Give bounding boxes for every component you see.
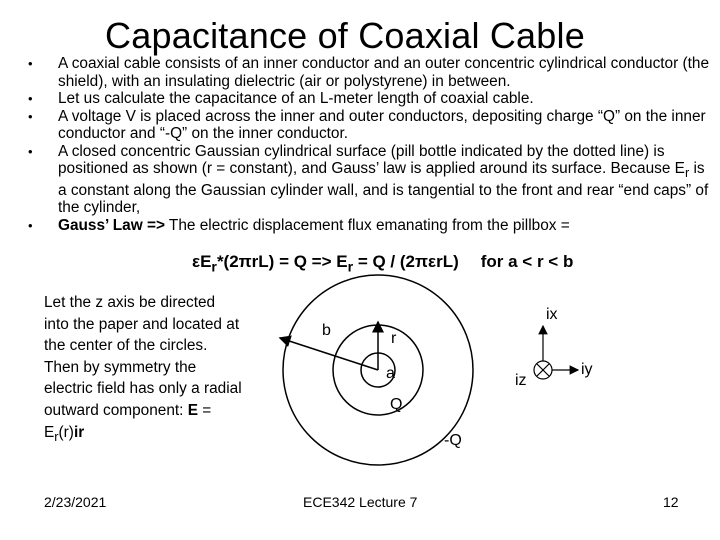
label-iz: iz	[515, 372, 527, 389]
label-charge-neg-q: -Q	[444, 432, 462, 449]
label-b: b	[322, 322, 331, 339]
bullet-item: • Let us calculate the capacitance of an L-meter length of coaxial cable.	[28, 90, 710, 108]
bullet-item: • Gauss’ Law => The electric displacement flux emanating from the pillbox =	[28, 217, 710, 235]
label-charge-q: Q	[390, 396, 403, 413]
footer-page-number: 12	[663, 494, 679, 510]
bullet-item: • A closed concentric Gaussian cylindrical surface (pill bottle indicated by the dotted line) is positioned as shown (r = constant), and Gauss’ law is applied around its surface. Because $E_r$ is a constant along the Gaussian cylinder wall, and is tangential to the front and rear “end caps” of the cylinder,	[28, 143, 710, 217]
label-ix: ix	[546, 306, 558, 323]
label-iy: iy	[581, 361, 593, 378]
slide-title: Capacitance of Coaxial Cable	[105, 15, 585, 56]
label-r: r	[391, 330, 397, 347]
equation-condition: for a < r < b	[480, 252, 574, 271]
bullet-item: • A voltage V is placed across the inner and outer conductors, depositing charge “Q” on the inner conductor and “-Q” on the inner conductor.	[28, 108, 710, 143]
footer-date: 2/23/2021	[44, 494, 107, 510]
footer-course: ECE342 Lecture 7	[303, 494, 418, 510]
z-axis-explanation: Let the z axis be directed into the paper and located at the center of the circles. Then by symmetry the electric field has only a radial outward component: $E = E_r(r)ir$	[44, 294, 242, 444]
radius-b-arrow	[280, 338, 378, 370]
label-a: a	[386, 365, 395, 382]
gauss-equation: $\varepsilon E_r*(2\pi rL) = Q => E_r = Q / (2\pi\varepsilon rL)$ for a < r < b	[192, 252, 574, 276]
bullet-item: • A coaxial cable consists of an inner conductor and an outer concentric cylindrical conductor (the shield), with an insulating dielectric (air or polystyrene) in between.	[28, 55, 710, 90]
